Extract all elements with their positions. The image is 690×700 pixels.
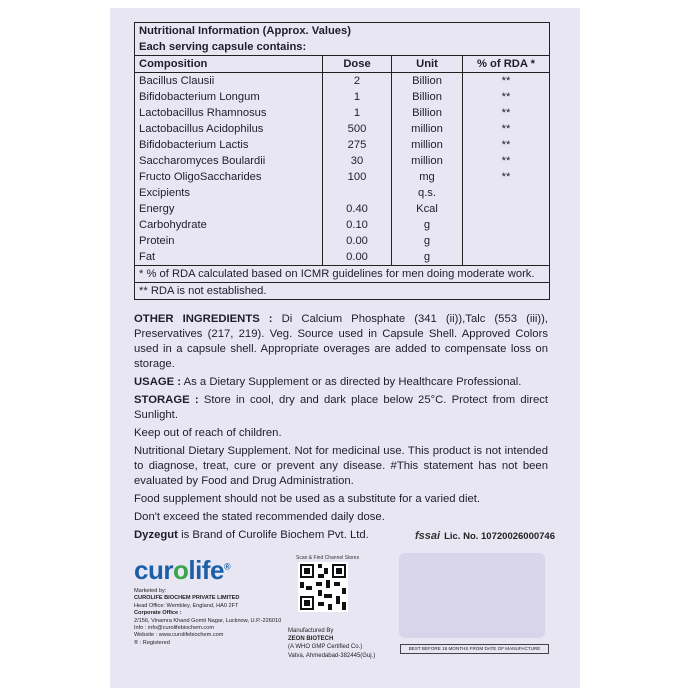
corporate-office-label: Corporate Office : (134, 610, 182, 617)
nutrition-title: Nutritional Information (Approx. Values) (139, 25, 351, 37)
table-row (135, 89, 549, 105)
cell-rda: ** (501, 171, 511, 183)
cell-composition: Fructo OligoSaccharides (135, 169, 323, 185)
storage-label: STORAGE : (134, 394, 199, 406)
footnote-not-established: ** RDA is not established. (139, 285, 267, 297)
manufacturer-name: ZEON BIOTECH (288, 636, 334, 643)
cell-rda: ** (501, 107, 511, 119)
cell-rda (463, 185, 549, 201)
table-row (135, 249, 549, 266)
footnote-rda: * % of RDA calculated based on ICMR guidelines for men doing moderate work. (139, 268, 535, 280)
cell-unit: g (392, 217, 463, 233)
cell-composition: Excipients (135, 185, 323, 201)
cell-dose: 500 (323, 121, 392, 137)
cell-composition: Lactobacillus Rhamnosus (135, 105, 323, 121)
other-ingredients (134, 312, 548, 372)
table-header-row (135, 56, 549, 73)
cell-unit: q.s. (392, 185, 463, 201)
usage (134, 375, 548, 390)
usage-body: As a Dietary Supplement or as directed by Healthcare Professional. (183, 376, 522, 388)
cell-dose: 0.40 (323, 201, 392, 217)
cell-dose: 30 (323, 153, 392, 169)
cell-dose: 0.00 (323, 249, 392, 265)
other-ingredients-body: Di Calcium Phosphate (341 (ii)),Talc (553 (iii)), Preservatives (217, 219). Veg. Source used in Capsule Shell. Approved Colors used in a capsule shell. Appropriate overages are added to compensate loss on storage. (134, 313, 549, 370)
brand-name: Dyzegut (134, 529, 178, 541)
disclaimer: Nutritional Dietary Supplement. Not for medicinal use. This product is not intended to diagnose, treat, cure or prevent any disease. #This statement has not been evaluated by Food and Drug Administration. (134, 445, 548, 487)
qr-code-icon[interactable] (298, 562, 348, 612)
fssai-license (415, 530, 555, 542)
company-name: CUROLIFE BIOCHEM PRIVATE LIMITED (134, 595, 240, 602)
company-website: Website : www.curolifebiochem.com (134, 632, 224, 639)
head-office: Head Office: Wembley, England, HA0 2FT (134, 602, 239, 609)
table-row (135, 201, 549, 217)
cell-composition: Protein (135, 233, 323, 249)
cell-composition: Energy (135, 201, 323, 217)
cell-rda: ** (501, 155, 511, 167)
company-info (134, 588, 284, 647)
cell-rda (463, 217, 549, 233)
cell-composition: Lactobacillus Acidophilus (135, 121, 323, 137)
cell-dose: 1 (323, 105, 392, 121)
fssai-logo: fssai (415, 530, 441, 542)
manufacturer-address: Vatva, Ahmedabad-382445(Guj.) (288, 652, 376, 659)
table-row (135, 73, 549, 89)
header-dose: Dose (323, 56, 392, 72)
header-rda: % of RDA * (476, 58, 535, 70)
cell-unit: Kcal (392, 201, 463, 217)
table-row (135, 105, 549, 121)
label-text (134, 312, 548, 546)
logo-part-life: life (188, 555, 224, 585)
usage-label: USAGE : (134, 376, 182, 388)
qr-label: Scan & Find Channel Stores (296, 555, 360, 561)
cell-dose: 275 (323, 137, 392, 153)
table-row (135, 137, 549, 153)
table-row (135, 153, 549, 169)
cell-unit: Billion (392, 89, 463, 105)
food-supplement-note: Food supplement should not be used as a substitute for a varied diet. (134, 493, 481, 505)
manufacturer-info (288, 627, 398, 660)
cell-unit: million (392, 153, 463, 169)
header-unit: Unit (392, 56, 463, 72)
company-address: 2/156, Vinamra Khand Gomti Nagar, Lucknow, U.P.-226010 (134, 617, 282, 624)
cell-unit: Billion (392, 73, 463, 89)
dont-exceed-note: Don't exceed the stated recommended daily dose. (134, 511, 385, 523)
table-row (135, 121, 549, 137)
best-before: BEST BEFORE 18 MONTHS FROM DATE OF MANUFACTURE (400, 644, 549, 654)
cell-unit: mg (392, 169, 463, 185)
cell-unit: million (392, 121, 463, 137)
cell-composition: Carbohydrate (135, 217, 323, 233)
cell-unit: million (392, 137, 463, 153)
cell-dose: 2 (323, 73, 392, 89)
cell-rda (463, 233, 549, 249)
storage-body: Store in cool, dry and dark place below 25°C. Protect from direct Sunlight. (134, 394, 549, 421)
cell-composition: Bacillus Clausii (135, 73, 323, 89)
cell-dose (323, 185, 392, 201)
cell-composition: Fat (135, 249, 323, 265)
cell-dose: 100 (323, 169, 392, 185)
cell-unit: Billion (392, 105, 463, 121)
cell-rda: ** (501, 123, 511, 135)
cell-dose: 0.10 (323, 217, 392, 233)
table-row (135, 185, 549, 201)
nutrition-subtitle: Each serving capsule contains: (139, 41, 307, 53)
cell-composition: Saccharomyces Boulardii (135, 153, 323, 169)
nutrition-table (134, 22, 550, 300)
license-number: Lic. No. 10720026000746 (444, 531, 555, 542)
other-ingredients-label: OTHER INGREDIENTS : (134, 313, 273, 325)
cell-composition: Bifidobacterium Longum (135, 89, 323, 105)
cell-rda (463, 249, 549, 265)
marketed-by: Marketed by: (134, 588, 167, 594)
cell-rda: ** (501, 75, 511, 87)
cell-rda: ** (501, 91, 511, 103)
curolife-logo (134, 555, 230, 586)
manufactured-by-label: Manufactured By (288, 628, 334, 634)
company-email: Info : info@curolifebiochem.com (134, 625, 214, 632)
batch-stamp-area (399, 553, 545, 638)
logo-part-o: o (172, 555, 189, 585)
registered-note: ® : Registered (134, 639, 170, 646)
cell-composition: Bifidobacterium Lactis (135, 137, 323, 153)
table-row (135, 169, 549, 185)
table-row (135, 217, 549, 233)
storage (134, 393, 548, 423)
manufacturer-cert: (A WHO GMP Certified Co.) (288, 644, 363, 651)
logo-part-cur: cur (134, 555, 173, 585)
header-composition: Composition (135, 56, 323, 72)
brand-line: is Brand of Curolife Biochem Pvt. Ltd. (177, 529, 369, 541)
cell-unit: g (392, 249, 463, 265)
table-row (135, 233, 549, 249)
cell-rda: ** (501, 139, 511, 151)
cell-unit: g (392, 233, 463, 249)
logo-registered-mark: ® (223, 561, 231, 572)
cell-rda (463, 201, 549, 217)
cell-dose: 1 (323, 89, 392, 105)
cell-dose: 0.00 (323, 233, 392, 249)
keep-out: Keep out of reach of children. (134, 427, 282, 439)
